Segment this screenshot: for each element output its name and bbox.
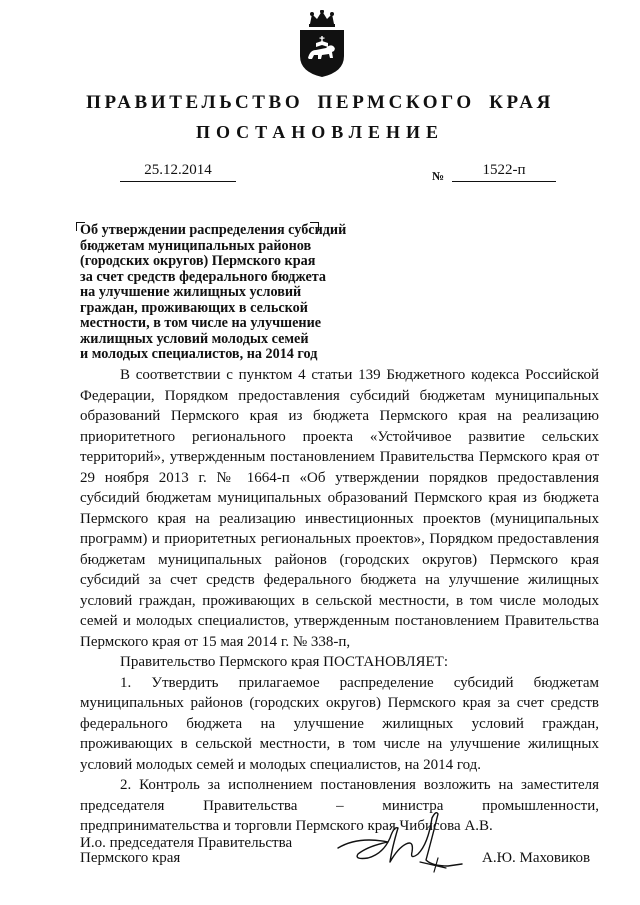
signatory-title-line: Пермского края xyxy=(80,850,181,866)
subject-line: Об утверждении распределения субсидий xyxy=(80,222,347,238)
resolution-paragraph: Правительство Пермского края ПОСТАНОВЛЯЕТ: xyxy=(120,654,449,670)
handwritten-signature xyxy=(328,808,468,878)
subject-line: местности, в том числе на улучшение xyxy=(80,315,322,331)
document-date: 25.12.2014 xyxy=(120,162,236,182)
preamble-paragraph: В соответствии с пунктом 4 статьи 139 Бюджетного кодекса Российской Федерации, Порядком предоставления субсидий бюджетам муниципальных образований Пермского края из бюджета Пермского края на реализацию приоритетного регионального проекта «Устойчивое развитие сельских территорий», утвержденным постановлением Правительства Пермского края от 29 ноября 2013 г. № 1664-п «Об утверждении порядков предоставления субсидий бюджетам муниципальных образований Пермского края из бюджета Пермского края на реализацию инвестиционных проектов (муниципальных программ) и приоритетных региональных проектов», Порядком предоставления бюджетам муниципальных районов (городских округов) Пермского края субсидий за счет средств федерального бюджета на улучшение жилищных условий граждан, проживающих в сельской местности, в том числе молодых семей и молодых специалистов, утвержденным постановлением Правительства Пермского края от 15 мая 2014 г. № 338-п, xyxy=(80,367,599,650)
subject-line: на улучшение жилищных условий xyxy=(80,284,302,300)
number-label: № xyxy=(432,169,445,183)
signatory-title-line: И.о. председателя Правительства xyxy=(80,835,293,851)
subject-line: граждан, проживающих в сельской xyxy=(80,299,308,316)
subject-line: (городских округов) Пермского края xyxy=(80,253,316,269)
document-number: 1522-п xyxy=(452,162,556,182)
clause-2-paragraph: 2. Контроль за исполнением постановления возложить на заместителя председателя Правительства – министра промышленности, предпринимательства и торговли Пермского края Чибисова А.В. xyxy=(80,777,599,834)
signatory-title xyxy=(80,836,292,866)
document-body xyxy=(80,365,599,837)
document-subject xyxy=(80,223,400,363)
coat-of-arms-icon xyxy=(296,10,348,78)
subject-line: за счет средств федерального бюджета xyxy=(80,268,327,285)
subject-line: жилищных условий молодых семей xyxy=(80,330,309,347)
subject-line: бюджетам муниципальных районов xyxy=(80,237,312,254)
subject-line: и молодых специалистов, на 2014 год xyxy=(80,346,318,362)
signatory-name: А.Ю. Маховиков xyxy=(482,850,591,866)
clause-1-paragraph: 1. Утвердить прилагаемое распределение субсидий бюджетам муниципальных районов (городских округов) Пермского края за счет средств федерального бюджета на улучшение жилищных условий граждан, проживающих в сельской местности, в том числе на улучшение жилищных условий молодых семей и молодых специалистов, на 2014 год. xyxy=(80,674,599,773)
government-title: ПРАВИТЕЛЬСТВО ПЕРМСКОГО КРАЯ xyxy=(86,92,554,113)
document-type: ПОСТАНОВЛЕНИЕ xyxy=(195,122,445,142)
